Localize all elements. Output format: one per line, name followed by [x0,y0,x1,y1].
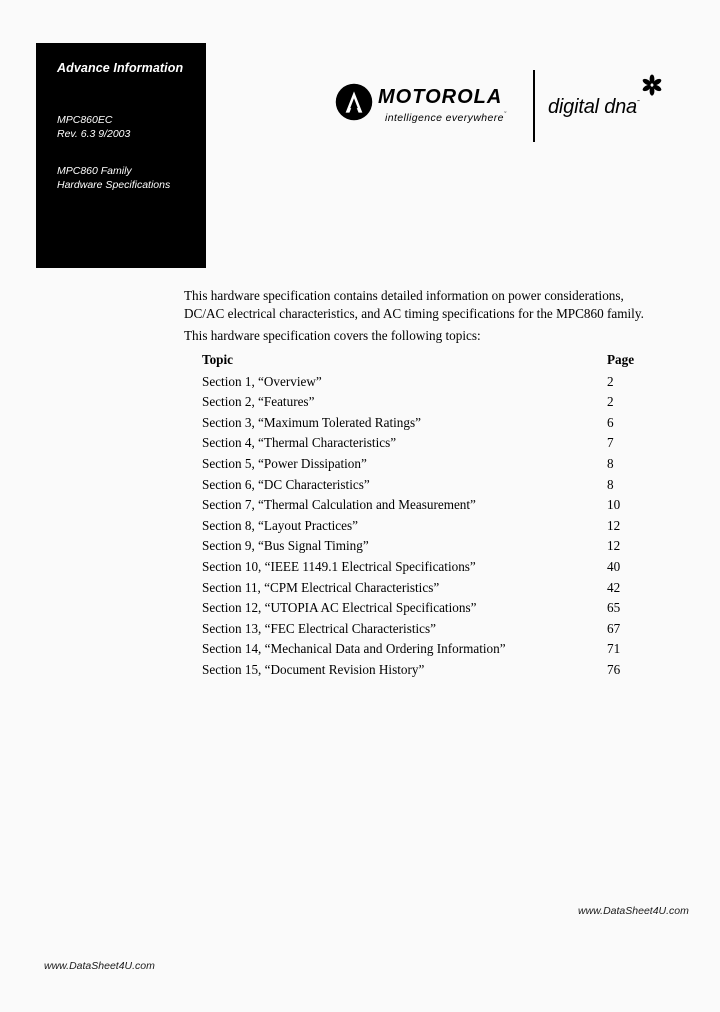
table-row[interactable] [202,392,647,413]
motorola-trademark-mark: ˜ [503,112,507,119]
toc-row-page: 65 [607,600,621,616]
table-row[interactable] [202,598,647,619]
toc-row-topic[interactable]: Section 9, “Bus Signal Timing” [202,538,369,554]
document-type: Hardware Specifications [57,179,171,191]
toc-row-topic[interactable]: Section 11, “CPM Electrical Characteristics” [202,579,440,595]
toc-row-topic[interactable]: Section 4, “Thermal Characteristics” [202,435,397,451]
toc-row-page: 8 [607,476,614,492]
toc-row-page: 7 [607,435,614,451]
document-title-block [57,164,170,192]
toc-row-page: 8 [607,455,614,471]
revision-date: Rev. 6.3 9/2003 [57,128,131,140]
watermark-left: www.DataSheet4U.com [44,960,155,972]
digital-dna-trademark-mark: ˜ [636,100,640,108]
toc-row-page: 12 [607,517,621,533]
motorola-batwing-icon [335,83,373,121]
motorola-logo [330,78,525,132]
logo-divider-rule [533,70,535,142]
title-block [36,43,206,268]
pinwheel-asterisk-icon [641,74,663,96]
logo-area [330,66,690,146]
table-row[interactable] [202,536,647,557]
toc-row-topic[interactable]: Section 15, “Document Revision History” [202,661,425,677]
table-row[interactable] [202,454,647,475]
part-number: MPC860EC [57,114,113,126]
toc-row-page: 42 [607,579,621,595]
toc-row-topic[interactable]: Section 5, “Power Dissipation” [202,455,367,471]
table-row[interactable] [202,372,647,393]
toc-row-page: 2 [607,394,614,410]
toc-row-topic[interactable]: Section 14, “Mechanical Data and Ordering Information” [202,641,506,657]
toc-row-topic[interactable]: Section 7, “Thermal Calculation and Measurement” [202,497,476,513]
toc-header-row [202,350,647,372]
toc-row-topic[interactable]: Section 10, “IEEE 1149.1 Electrical Specifications” [202,558,476,574]
toc-header-page: Page [607,352,635,367]
toc-row-page: 2 [607,373,614,389]
toc-row-page: 76 [607,661,621,677]
motorola-wordmark: MOTOROLA [378,86,503,108]
toc-header-topic: Topic [202,352,234,367]
table-row[interactable] [202,578,647,599]
digital-dna-text: digital dna [548,96,637,118]
motorola-tagline [385,112,506,124]
toc-row-page: 12 [607,538,621,554]
motorola-tagline-text: intelligence everywhere [385,112,504,124]
table-row[interactable] [202,639,647,660]
table-row[interactable] [202,413,647,434]
digital-dna-wordmark [548,96,639,119]
toc-table [202,350,647,681]
product-family: MPC860 Family [57,165,132,177]
toc-row-topic[interactable]: Section 3, “Maximum Tolerated Ratings” [202,414,421,430]
covers-paragraph: This hardware specification covers the following topics: [184,328,481,343]
toc-row-topic[interactable]: Section 1, “Overview” [202,373,322,389]
table-row[interactable] [202,557,647,578]
toc-row-page: 10 [607,497,621,513]
table-row[interactable] [202,619,647,640]
toc-row-topic[interactable]: Section 13, “FEC Electrical Characteristics” [202,620,436,636]
toc-row-topic[interactable]: Section 12, “UTOPIA AC Electrical Specifications” [202,600,477,616]
toc-row-topic[interactable]: Section 8, “Layout Practices” [202,517,358,533]
toc-row-page: 71 [607,641,621,657]
table-of-contents [202,350,647,681]
toc-row-page: 67 [607,620,621,636]
toc-row-page: 40 [607,558,621,574]
advance-information-label: Advance Information [57,61,184,75]
toc-row-topic[interactable]: Section 6, “DC Characteristics” [202,476,370,492]
toc-body [202,372,647,681]
table-row[interactable] [202,495,647,516]
table-row[interactable] [202,516,647,537]
table-row[interactable] [202,660,647,681]
digital-dna-logo [548,74,693,134]
part-number-block [57,113,130,141]
intro-paragraph: This hardware specification contains detailed information on power considerations, DC/AC electrical characteristics, and AC timing specifications for the MPC860 family. [184,288,644,321]
toc-row-topic[interactable]: Section 2, “Features” [202,394,315,410]
table-row[interactable] [202,433,647,454]
toc-row-page: 6 [607,414,614,430]
watermark-right: www.DataSheet4U.com [578,905,689,917]
table-row[interactable] [202,475,647,496]
